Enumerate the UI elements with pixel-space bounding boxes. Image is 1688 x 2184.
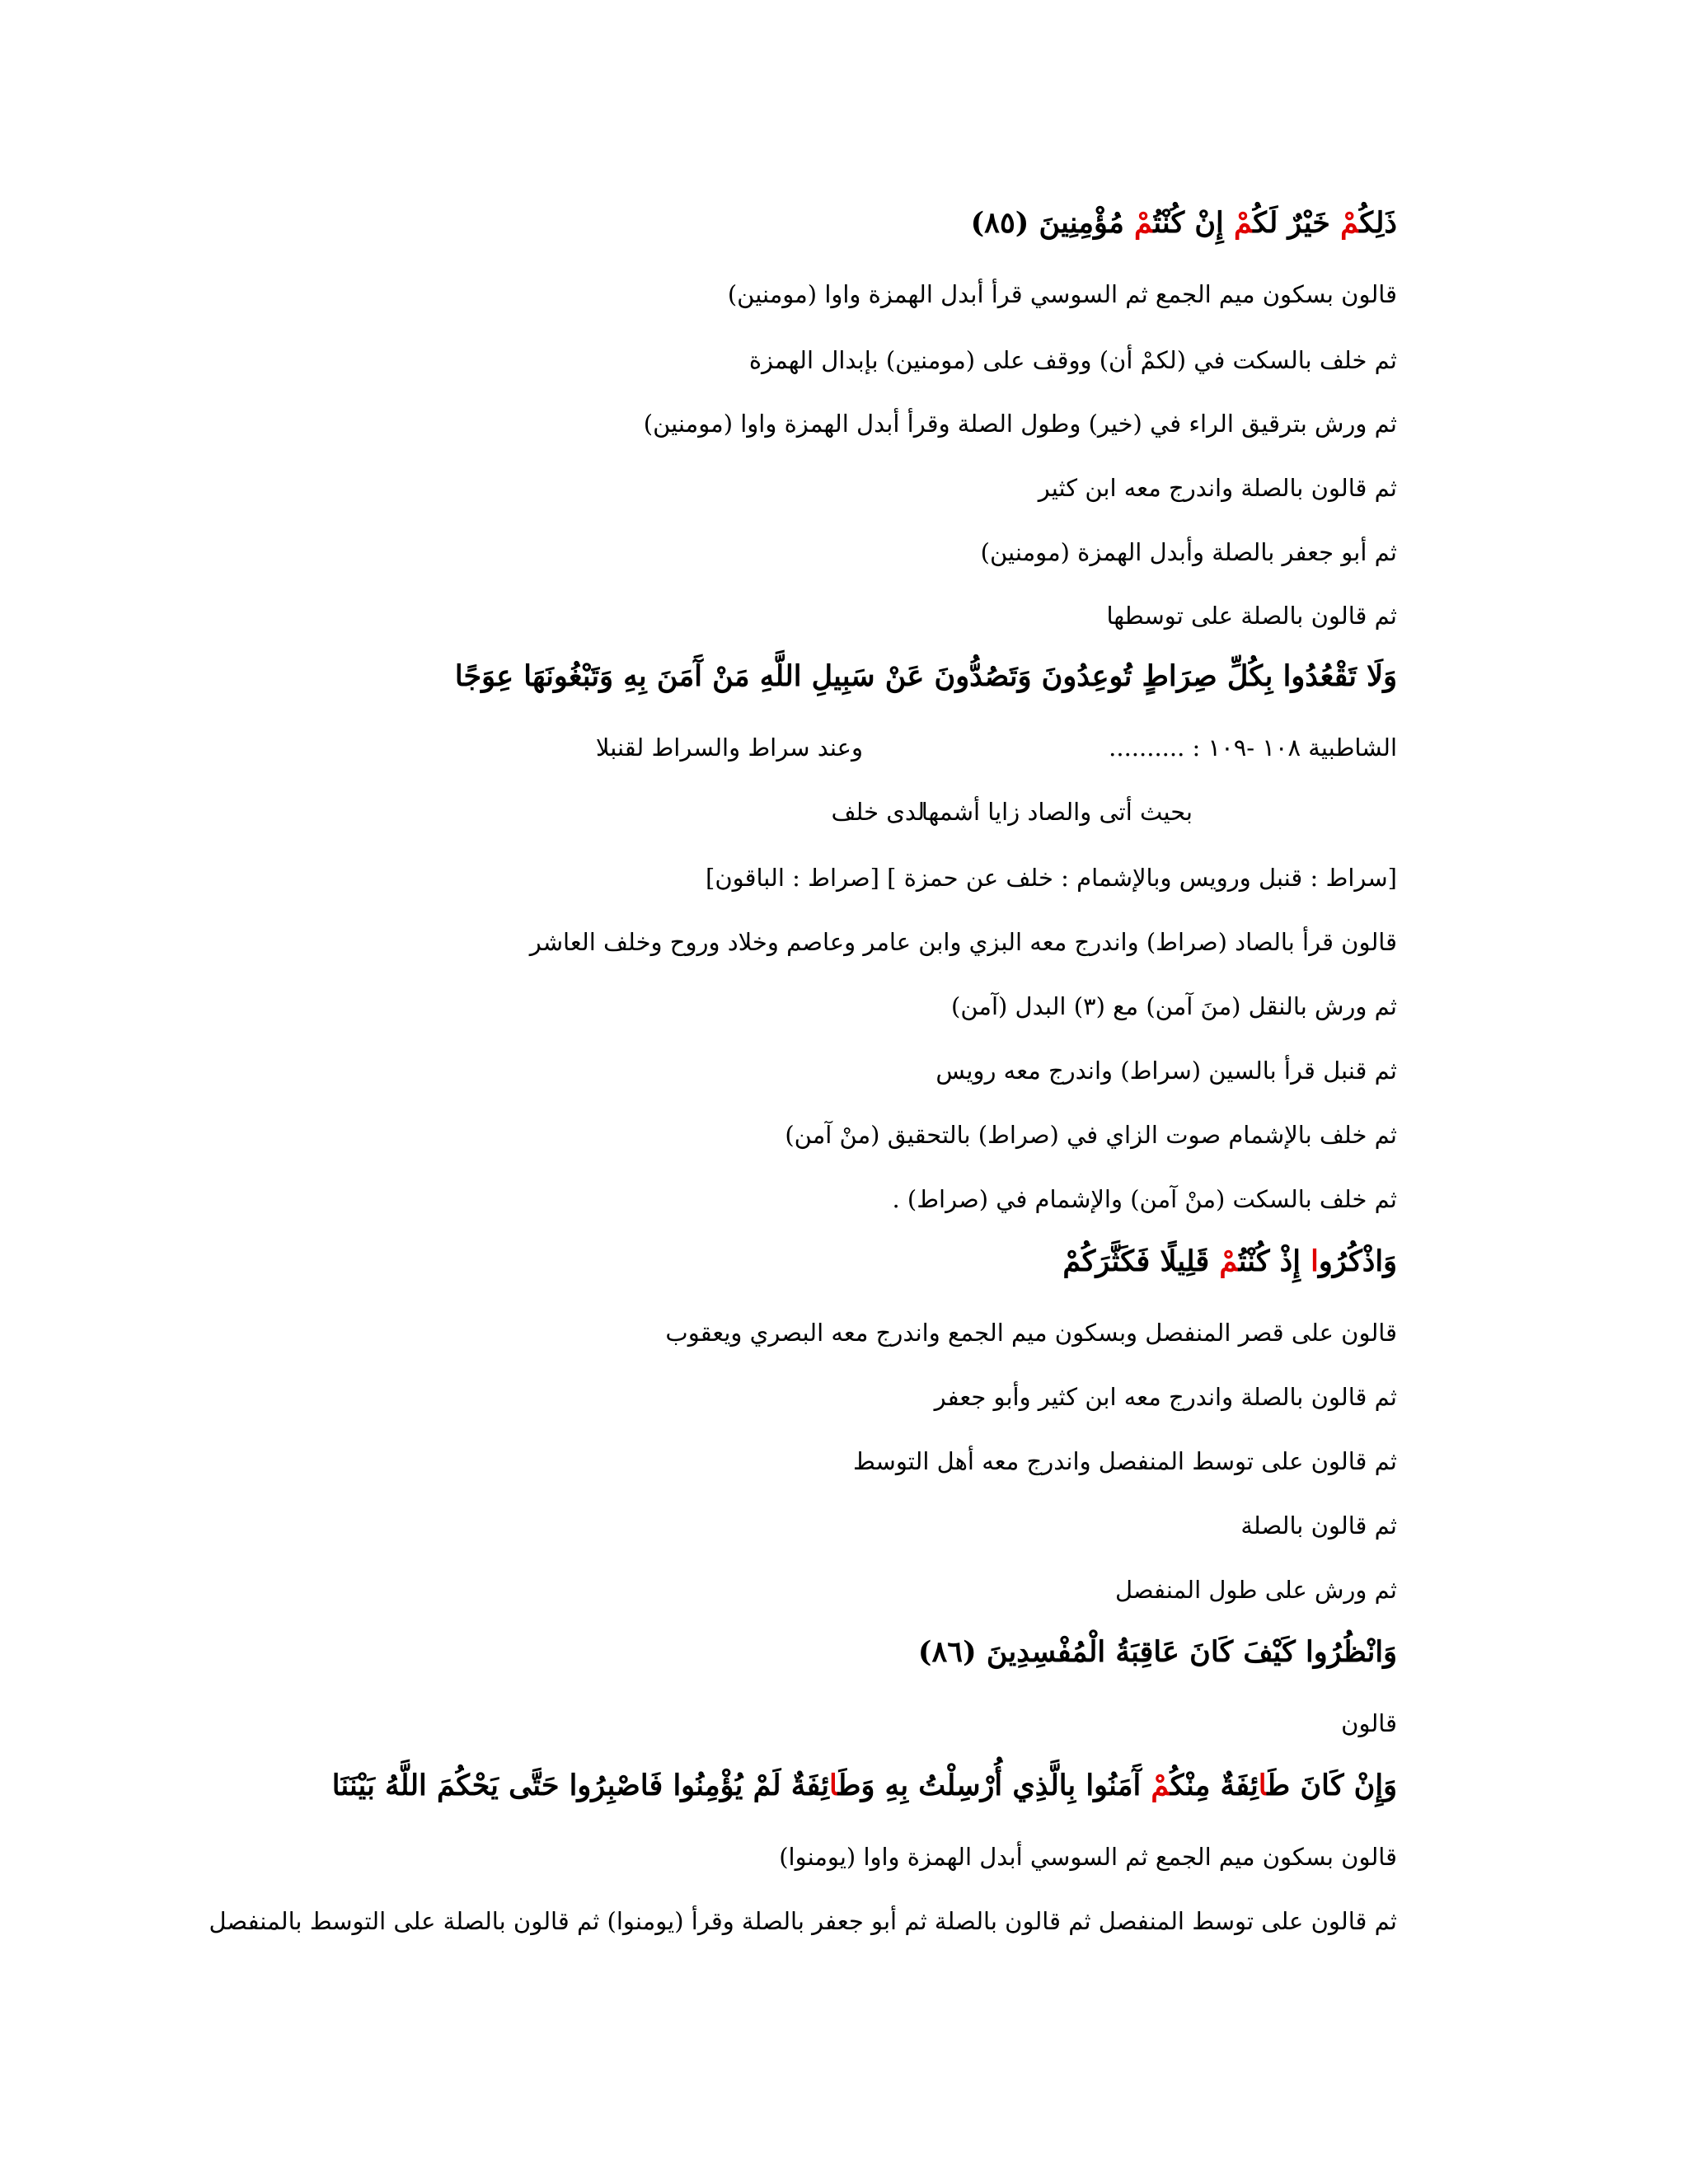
- paragraph-line: ثم قالون بالصلة على توسطها: [1106, 602, 1397, 630]
- verse-text: وَإِنْ كَانَ طَ: [1267, 1769, 1397, 1802]
- paragraph-line: قالون بسكون ميم الجمع ثم السوسي أبدل الهمزة واوا (يومنوا): [779, 1843, 1397, 1871]
- highlighted-letter: مْ: [1340, 206, 1360, 240]
- verse-heading: وَلَا تَقْعُدُوا بِكُلِّ صِرَاطٍ تُوعِدُونَ وَتَصُدُّونَ عَنْ سَبِيلِ اللَّهِ مَنْ آَمَنَ بِهِ وَتَبْغُونَهَا عِوَجًا: [454, 659, 1397, 693]
- highlighted-letter: مْ: [1233, 206, 1254, 240]
- highlighted-letter: مْ: [1134, 206, 1154, 240]
- paragraph-line: ثم خلف بالإشمام صوت الزاي في (صراط) بالتحقيق (منْ آمن): [785, 1121, 1397, 1149]
- verse-text: ذَلِكُ: [1359, 206, 1397, 240]
- verse-heading: [1062, 1241, 1397, 1282]
- paragraph-line: ثم أبو جعفر بالصلة وأبدل الهمزة (مومنين): [980, 538, 1397, 566]
- paragraph-line: ثم قالون بالصلة واندرج معه ابن كثير وأبو جعفر: [934, 1383, 1397, 1411]
- paragraph-line: ثم ورش بالنقل (منَ آمن) مع (٣) البدل (آمن): [951, 992, 1397, 1020]
- verse-text: ئِفَةٌ لَمْ يُؤْمِنُوا فَاصْبِرُوا حَتَّى يَحْكُمَ اللَّهُ بَيْنَنَا: [331, 1769, 829, 1802]
- highlighted-letter: ا: [1311, 1244, 1319, 1278]
- highlighted-letter: مْ: [1219, 1244, 1239, 1278]
- paragraph-line: ثم قنبل قرأ بالسين (سراط) واندرج معه رويس: [935, 1057, 1397, 1085]
- paragraph-line: ثم ورش على طول المنفصل: [1114, 1576, 1397, 1604]
- verse-86-heading: وَانْظُرُوا كَيْفَ كَانَ عَاقِبَةُ الْمُفْسِدِينَ (٨٦): [917, 1635, 1397, 1669]
- paragraph-line: قالون على قصر المنفصل وبسكون ميم الجمع واندرج معه البصري ويعقوب: [665, 1319, 1397, 1347]
- paragraph-line: ثم قالون على توسط المنفصل ثم قالون بالصلة ثم أبو جعفر بالصلة وقرأ (يومنوا) ثم قالون بالصلة على التوسط بالمنفصل: [209, 1907, 1397, 1935]
- verse-text: خَيْرٌ لَكُ: [1253, 206, 1341, 240]
- paragraph-line: ثم خلف بالسكت (منْ آمن) والإشمام في (صراط) .: [892, 1185, 1397, 1213]
- readers-summary: [سراط : قنبل ورويس وبالإشمام : خلف عن حمزة ] [صراط : الباقون]: [706, 864, 1397, 892]
- paragraph-line: ثم قالون بالصلة واندرج معه ابن كثير: [1038, 474, 1397, 502]
- paragraph-line: قالون: [1341, 1709, 1397, 1737]
- highlighted-letter: ا: [828, 1769, 838, 1802]
- paragraph-line: قالون بسكون ميم الجمع ثم السوسي قرأ أبدل الهمزة واوا (مومنين): [727, 280, 1397, 308]
- shatibiya-verse: وعند سراط والسراط لقنبلا: [595, 733, 863, 762]
- paragraph-line: قالون قرأ بالصاد (صراط) واندرج معه البزي وابن عامر وعاصم وخلاد وروح وخلف العاشر: [529, 928, 1397, 956]
- shatibiya-verse: بحيث أتى والصاد زايا أشمها: [921, 798, 1193, 826]
- shatibiya-verse: لدى خلف: [831, 798, 925, 826]
- verse-text: وَاذْكُرُو: [1318, 1244, 1397, 1278]
- paragraph-line: ثم قالون على توسط المنفصل واندرج معه أهل التوسط: [853, 1447, 1397, 1475]
- shatibiya-reference: الشاطبية ١٠٨ -١٠٩ : ..........: [1109, 733, 1397, 762]
- verse-text: إِذْ كُنْتُ: [1238, 1244, 1311, 1278]
- highlighted-letter: ا: [1258, 1769, 1268, 1802]
- verse-heading: [332, 1765, 1397, 1807]
- verse-text: قَلِيلًا فَكَثَّرَكُمْ: [1062, 1244, 1220, 1278]
- highlighted-letter: مْ: [1151, 1769, 1170, 1802]
- verse-text: مُؤْمِنِينَ (٨٥): [970, 206, 1135, 240]
- verse-text: ئِفَةٌ مِنْكُ: [1170, 1769, 1259, 1802]
- verse-85-heading: [971, 203, 1397, 244]
- paragraph-line: ثم قالون بالصلة: [1240, 1511, 1397, 1540]
- paragraph-line: ثم خلف بالسكت في (لكمْ أن) ووقف على (مومنين) بإبدال الهمزة: [748, 346, 1397, 374]
- verse-text: إِنْ كُنْتُ: [1153, 206, 1234, 240]
- paragraph-line: ثم ورش بترقيق الراء في (خير) وطول الصلة وقرأ أبدل الهمزة واوا (مومنين): [643, 410, 1397, 438]
- verse-text: آَمَنُوا بِالَّذِي أُرْسِلْتُ بِهِ وَطَ: [837, 1769, 1151, 1802]
